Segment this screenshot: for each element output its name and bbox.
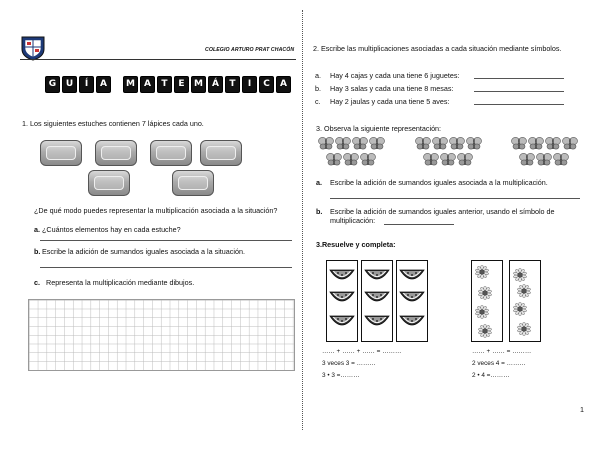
left-times[interactable]: 3 veces 3 = ………: [322, 360, 376, 367]
title-letter: Á: [208, 76, 223, 93]
pencil-case-3: [150, 140, 192, 166]
q2-b-label: b.: [315, 84, 321, 93]
butterfly-icon: [449, 137, 465, 150]
watermelon-icon: [399, 314, 425, 334]
pencil-case-4: [200, 140, 242, 166]
school-name: COLEGIO ARTURO PRAT CHACÓN: [205, 47, 295, 53]
watermelon-icon: [329, 268, 355, 288]
butterfly-icon: [553, 153, 569, 166]
title-letter: U: [62, 76, 77, 93]
butterfly-icon: [440, 153, 456, 166]
title-letter: M: [123, 76, 138, 93]
butterfly-icon: [369, 137, 385, 150]
q2-c-label: c.: [315, 97, 321, 106]
watermelon-icon: [364, 314, 390, 334]
watermelon-icon: [364, 268, 390, 288]
title-letter: G: [45, 76, 60, 93]
title-letter: M: [191, 76, 206, 93]
q1-c-label: c.: [34, 278, 40, 287]
right-sum[interactable]: …… + …… = ………: [472, 348, 532, 355]
butterfly-icon: [545, 137, 561, 150]
butterfly-icon: [432, 137, 448, 150]
watermelon-icon: [399, 290, 425, 310]
q3-b-text-1: Escribe la adición de sumandos iguales anterior, usando el símbolo de: [330, 207, 555, 216]
title-letter: T: [225, 76, 240, 93]
q2-a-answer-line[interactable]: [474, 78, 564, 79]
title-letter: T: [157, 76, 172, 93]
q3-b-text-2: multiplicación:: [330, 216, 376, 225]
butterfly-icon: [511, 137, 527, 150]
q1-c-text: Representa la multiplicación mediante dibujos.: [46, 278, 195, 287]
flower-icon: [478, 286, 492, 305]
watermelon-icon: [364, 290, 390, 310]
page-number: 1: [580, 405, 584, 414]
title-letter: A: [96, 76, 111, 93]
q1-b-label: b.: [34, 247, 41, 256]
left-mult[interactable]: 3 • 3 =………: [322, 372, 360, 379]
butterfly-icon: [343, 153, 359, 166]
butterfly-icon: [466, 137, 482, 150]
q1-question: ¿De qué modo puedes representar la multiplicación asociada a la situación?: [34, 206, 278, 215]
q2-a-text: Hay 4 cajas y cada una tiene 6 juguetes:: [330, 71, 460, 80]
q3-a-label: a.: [316, 178, 322, 187]
butterfly-icon: [335, 137, 351, 150]
title-letter: Í: [79, 76, 94, 93]
butterfly-icon: [457, 153, 473, 166]
column-divider: [302, 10, 303, 430]
pencil-case-5: [88, 170, 130, 196]
title-letter: A: [276, 76, 291, 93]
butterfly-icon: [423, 153, 439, 166]
q1-b-text: Escribe la adición de sumandos iguales asociada a la situación.: [42, 247, 245, 256]
butterfly-icon: [528, 137, 544, 150]
q2-c-text: Hay 2 jaulas y cada una tiene 5 aves:: [330, 97, 450, 106]
q2-b-text: Hay 3 salas y cada una tiene 8 mesas:: [330, 84, 454, 93]
title-letter: A: [140, 76, 155, 93]
flower-icon: [517, 284, 531, 303]
q2-a-label: a.: [315, 71, 321, 80]
q4-statement: 3.Resuelve y completa:: [316, 240, 396, 249]
flower-icon: [475, 305, 489, 324]
drawing-grid[interactable]: [28, 299, 295, 371]
answer-line-a[interactable]: [40, 240, 292, 241]
q1-a-label: a.: [34, 225, 40, 234]
q1-statement: 1. Los siguientes estuches contienen 7 lápices cada uno.: [22, 119, 204, 128]
butterfly-icon: [352, 137, 368, 150]
q3-a-text: Escribe la adición de sumandos iguales asociada a la multiplicación.: [330, 178, 548, 187]
title-letter: I: [242, 76, 257, 93]
q3-a-answer-line[interactable]: [330, 198, 580, 199]
butterfly-icon: [326, 153, 342, 166]
butterfly-icon: [562, 137, 578, 150]
watermelon-icon: [329, 290, 355, 310]
butterfly-icon: [536, 153, 552, 166]
q2-b-answer-line[interactable]: [474, 91, 564, 92]
page-title: [45, 76, 291, 93]
left-sum[interactable]: …… + …… + …… = ………: [322, 348, 402, 355]
watermelon-icon: [329, 314, 355, 334]
q3-b-label: b.: [316, 207, 323, 216]
watermelon-icon: [399, 268, 425, 288]
title-letter: [113, 76, 121, 93]
header-rule: [20, 59, 296, 60]
flower-icon: [513, 302, 527, 321]
q2-statement: 2. Escribe las multiplicaciones asociadas a cada situación mediante símbolos.: [313, 44, 562, 53]
answer-line-b[interactable]: [40, 267, 292, 268]
butterfly-icon: [318, 137, 334, 150]
q3-b-answer-line[interactable]: [384, 224, 454, 225]
flower-icon: [478, 324, 492, 343]
butterfly-icon: [360, 153, 376, 166]
q2-c-answer-line[interactable]: [474, 104, 564, 105]
pencil-case-2: [95, 140, 137, 166]
right-mult[interactable]: 2 • 4 =………: [472, 372, 510, 379]
pencil-case-6: [172, 170, 214, 196]
title-letter: C: [259, 76, 274, 93]
title-letter: E: [174, 76, 189, 93]
right-times[interactable]: 2 veces 4 = ………: [472, 360, 526, 367]
school-logo: [20, 35, 46, 61]
butterfly-icon: [415, 137, 431, 150]
q3-statement: 3. Observa la siguiente representación:: [316, 124, 442, 133]
q1-a-text: ¿Cuántos elementos hay en cada estuche?: [42, 225, 181, 234]
flower-icon: [475, 265, 489, 284]
flower-icon: [517, 322, 531, 341]
pencil-case-1: [40, 140, 82, 166]
butterfly-icon: [519, 153, 535, 166]
